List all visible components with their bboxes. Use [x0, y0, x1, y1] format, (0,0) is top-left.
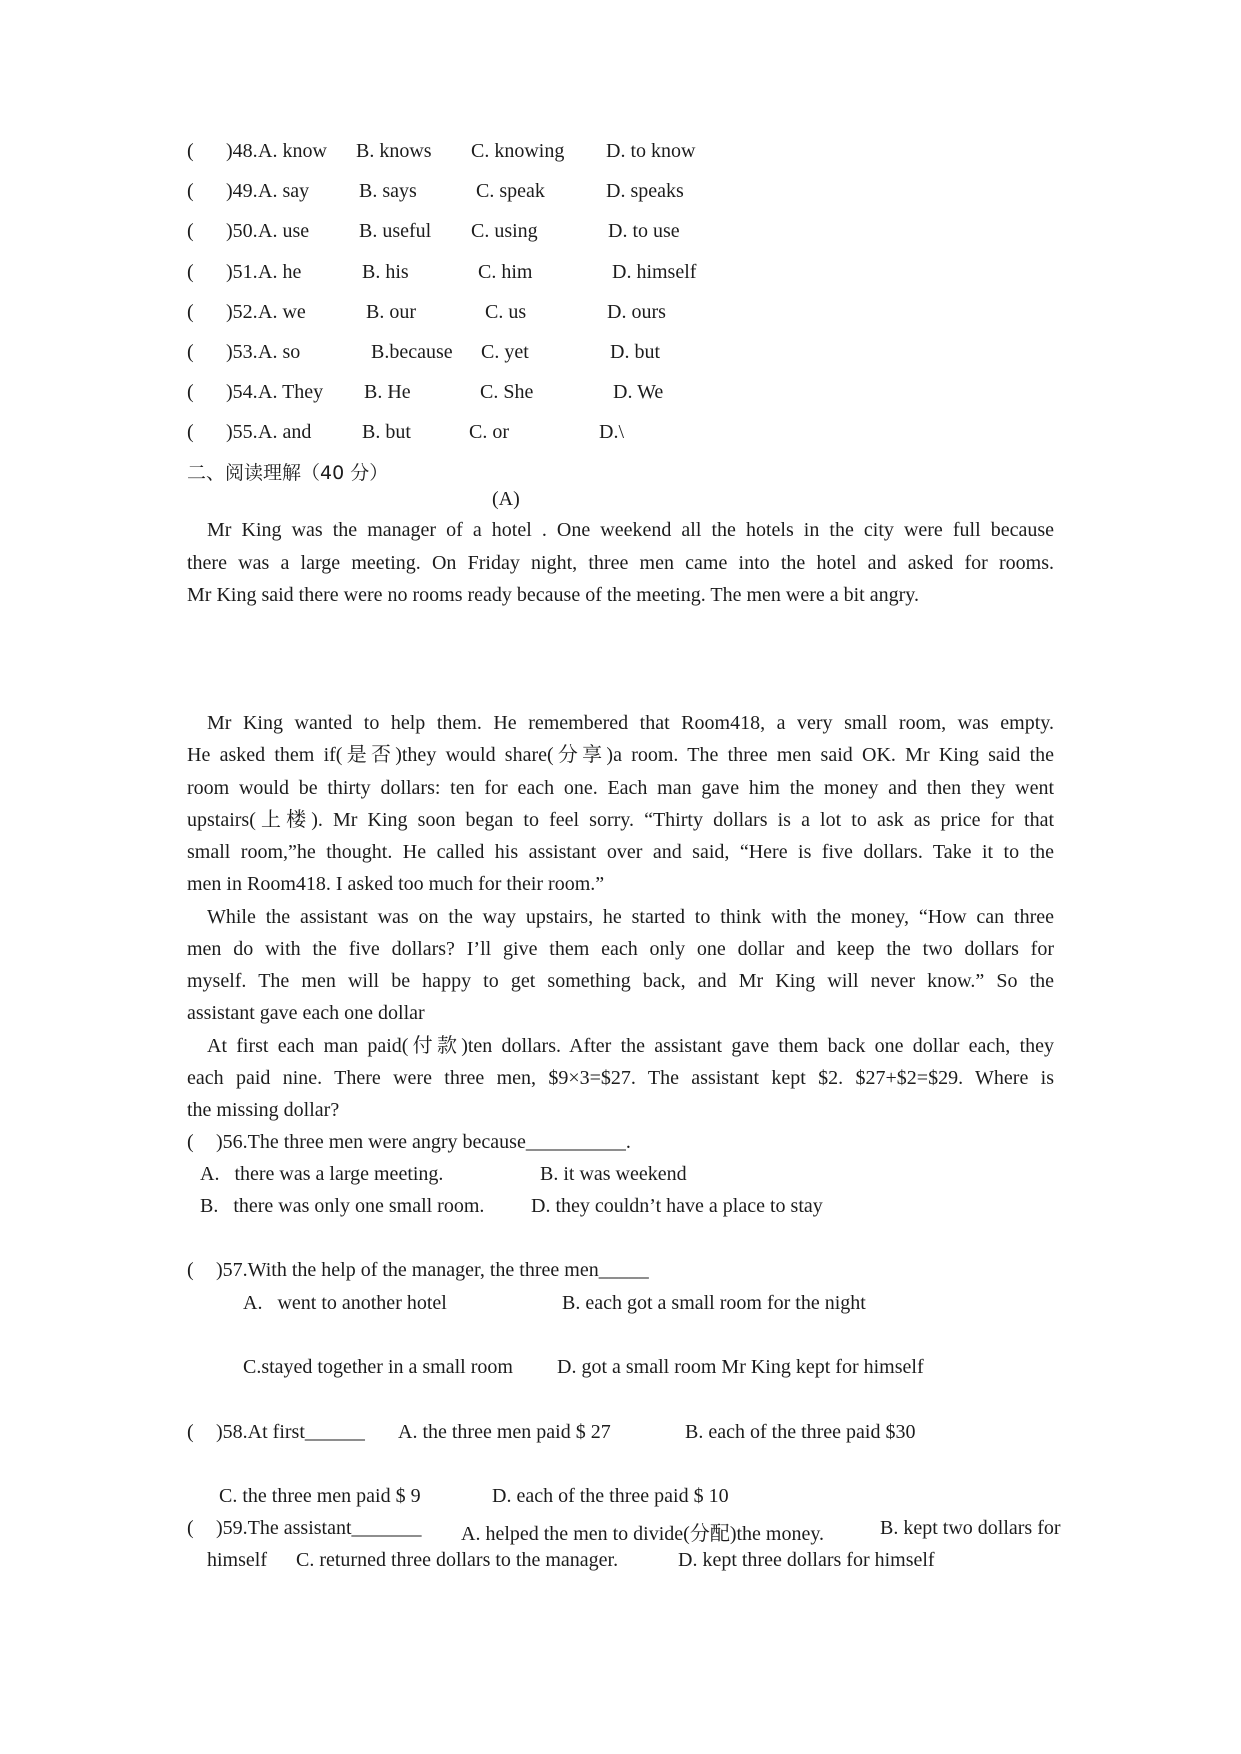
option-d: D. they couldn’t have a place to stay	[531, 1195, 823, 1217]
option-d: D. got a small room Mr King kept for himself	[557, 1356, 924, 1378]
passage-line: room would be thirty dollars: ten for each one. Each man gave him the money and then they went	[187, 777, 1054, 799]
question-number: )53.	[226, 341, 258, 363]
option-b: B. our	[366, 301, 416, 323]
passage-line: assistant gave each one dollar	[187, 1002, 425, 1024]
option-d: D. himself	[612, 261, 697, 283]
question-number: )49.	[226, 180, 258, 202]
answer-paren: (	[187, 180, 194, 202]
option-d: D. each of the three paid $ 10	[492, 1485, 729, 1507]
passage-line: myself. The men will be happy to get something back, and Mr King will never know.” So the	[187, 970, 1054, 992]
option-b: B.because	[371, 341, 453, 363]
passage-line: upstairs(上楼). Mr King soon began to feel sorry. “Thirty dollars is a lot to ask as price for that	[187, 809, 1054, 831]
option-d: D. kept three dollars for himself	[678, 1549, 935, 1571]
passage-line: Mr King said there were no rooms ready because of the meeting. The men were a bit angry.	[187, 584, 919, 606]
question-number: )50.	[226, 220, 258, 242]
question-number: )51.	[226, 261, 258, 283]
option-d: D. speaks	[606, 180, 684, 202]
option-c: B. there was only one small room.	[200, 1195, 485, 1217]
option-b: B. useful	[359, 220, 432, 242]
option-c: C.stayed together in a small room	[243, 1356, 513, 1378]
stem-text: )57.With the help of the manager, the three men	[216, 1259, 599, 1281]
option-d: D. ours	[607, 301, 666, 323]
passage-line: there was a large meeting. On Friday night, three men came into the hotel and asked for rooms.	[187, 552, 1054, 574]
passage-line: each paid nine. There were three men, $9×3=$27. The assistant kept $2. $27+$2=$29. Where is	[187, 1067, 1054, 1089]
stem-text: )59.The assistant	[216, 1517, 352, 1539]
passage-line: men in Room418. I asked too much for their room.”	[187, 873, 605, 895]
answer-paren: (	[187, 301, 194, 323]
answer-blank: __________	[525, 1131, 626, 1153]
stem-tail: .	[625, 1131, 631, 1153]
question-number: )48.	[226, 140, 258, 162]
question-number: )52.	[226, 301, 258, 323]
option-d: D. but	[610, 341, 660, 363]
option-a: A. the three men paid $ 27	[398, 1421, 611, 1443]
option-c: C. returned three dollars to the manager.	[296, 1549, 619, 1571]
answer-blank: _____	[598, 1259, 649, 1281]
answer-paren: (	[187, 140, 194, 162]
option-a: A. say	[258, 180, 310, 202]
option-a: A. so	[258, 341, 301, 363]
section-title: 二、阅读理解（40 分）	[187, 462, 389, 484]
option-a: A. there was a large meeting.	[200, 1163, 444, 1185]
answer-paren: (	[187, 261, 194, 283]
question-stem	[216, 1421, 365, 1444]
answer-paren: (	[187, 421, 194, 443]
option-c: C. us	[485, 301, 527, 323]
answer-paren: (	[187, 1421, 194, 1443]
question-stem	[216, 1131, 631, 1154]
question-stem	[216, 1517, 422, 1540]
option-d: D. to know	[606, 140, 696, 162]
answer-paren: (	[187, 1131, 194, 1153]
option-a: A. went to another hotel	[243, 1292, 447, 1314]
question-number: )54.	[226, 381, 258, 403]
option-c: C. She	[480, 381, 534, 403]
option-b-continued: himself	[207, 1549, 267, 1571]
answer-paren: (	[187, 381, 194, 403]
option-a: A. we	[258, 301, 306, 323]
option-a: A. They	[258, 381, 324, 403]
stem-text: )56.The three men were angry because	[216, 1131, 526, 1153]
option-c: C. the three men paid $ 9	[219, 1485, 421, 1507]
answer-paren: (	[187, 1259, 194, 1281]
option-a: A. he	[258, 261, 302, 283]
passage-line: At first each man paid(付款)ten dollars. After the assistant gave them back one dollar each, they	[207, 1035, 1054, 1057]
option-b: B. it was weekend	[540, 1163, 687, 1185]
question-number: )55.	[226, 421, 258, 443]
option-b: B. He	[364, 381, 411, 403]
passage-line: Mr King wanted to help them. He remembered that Room418, a very small room, was empty.	[207, 712, 1054, 734]
stem-text: )58.At first	[216, 1421, 305, 1443]
option-b: B. kept two dollars for	[880, 1517, 1061, 1539]
option-a: A. use	[258, 220, 310, 242]
answer-paren: (	[187, 220, 194, 242]
option-c: C. him	[478, 261, 533, 283]
option-c: C. speak	[476, 180, 545, 202]
option-c: C. yet	[481, 341, 529, 363]
option-d: D. We	[613, 381, 664, 403]
answer-paren: (	[187, 1517, 194, 1539]
answer-blank: _______	[351, 1517, 422, 1539]
option-b: B. his	[362, 261, 409, 283]
option-b: B. says	[359, 180, 417, 202]
option-d: D. to use	[608, 220, 680, 242]
passage-line: men do with the five dollars? I’ll give them each only one dollar and keep the two dollars for	[187, 938, 1054, 960]
option-a: A. and	[258, 421, 312, 443]
option-c: C. or	[469, 421, 509, 443]
question-stem	[216, 1259, 649, 1282]
option-c: C. using	[471, 220, 538, 242]
option-b: B. each got a small room for the night	[562, 1292, 866, 1314]
option-c: C. knowing	[471, 140, 565, 162]
option-b: B. but	[362, 421, 411, 443]
option-b: B. each of the three paid $30	[685, 1421, 916, 1443]
option-a: A. helped the men to divide(分配)the money.	[461, 1523, 825, 1545]
passage-line: He asked them if(是否)they would share(分享)a room. The three men said OK. Mr King said the	[187, 744, 1054, 766]
answer-blank: ______	[304, 1421, 365, 1443]
passage-line: the missing dollar?	[187, 1099, 340, 1121]
answer-paren: (	[187, 341, 194, 363]
passage-line: small room,”he thought. He called his assistant over and said, “Here is five dollars. Take it to the	[187, 841, 1054, 863]
option-a: A. know	[258, 140, 327, 162]
passage-line: While the assistant was on the way upstairs, he started to think with the money, “How can three	[207, 906, 1054, 928]
option-d: D.\	[599, 421, 624, 443]
passage-line: Mr King was the manager of a hotel . One weekend all the hotels in the city were full because	[207, 519, 1054, 541]
option-b: B. knows	[356, 140, 432, 162]
passage-label: (A)	[492, 488, 520, 510]
